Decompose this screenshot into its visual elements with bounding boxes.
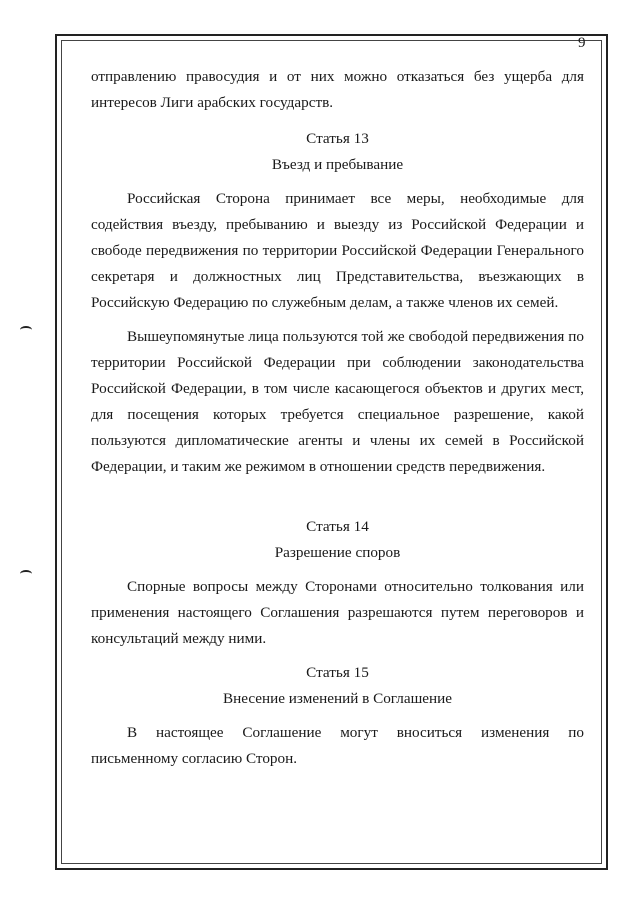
article-14-title: Разрешение споров — [274, 544, 401, 561]
intro-paragraph: отправлению правосудия и от них можно отказаться без ущерба для интересов Лиги арабских государств. — [91, 68, 584, 111]
article-13-paragraph-2: Вышеупомянутые лица пользуются той же свободой передвижения по территории Российской Федерации при соблюдении законодательства Российской Федерации, в том числе касающегося объектов и других мест, для посещения которых требуется специальное разрешение, какой пользуются дипломатические агенты и члены их семей в Российской Федерации, и таким же режимом в отношении средств передвижения. — [91, 328, 584, 475]
article-15-paragraph-1: В настоящее Соглашение могут вноситься изменения по письменному согласию Сторон. — [91, 724, 584, 767]
article-15-number: Статья 15 — [306, 664, 369, 681]
article-14-number: Статья 14 — [306, 518, 369, 535]
article-13-paragraph-1: Российская Сторона принимает все меры, необходимые для содействия въезду, пребыванию и выезду из Российской Федерации и свободе передвижения по территории Российской Федерации Генерального секретаря и должностных лиц Представительства, въезжающих в Российскую Федерацию по служебным делам, а также членов их семей. — [91, 190, 584, 311]
article-13-title: Въезд и пребывание — [271, 156, 404, 173]
article-13-number: Статья 13 — [306, 130, 369, 147]
binding-hole-mark — [20, 570, 32, 578]
article-14-paragraph-1: Спорные вопросы между Сторонами относительно толкования или применения настоящего Соглашения разрешаются путем переговоров и консультаций между ними. — [91, 578, 584, 647]
article-15-title: Внесение изменений в Соглашение — [222, 690, 453, 707]
document-body — [91, 64, 584, 772]
page-number: 9 — [578, 35, 586, 51]
binding-hole-mark — [20, 326, 32, 334]
